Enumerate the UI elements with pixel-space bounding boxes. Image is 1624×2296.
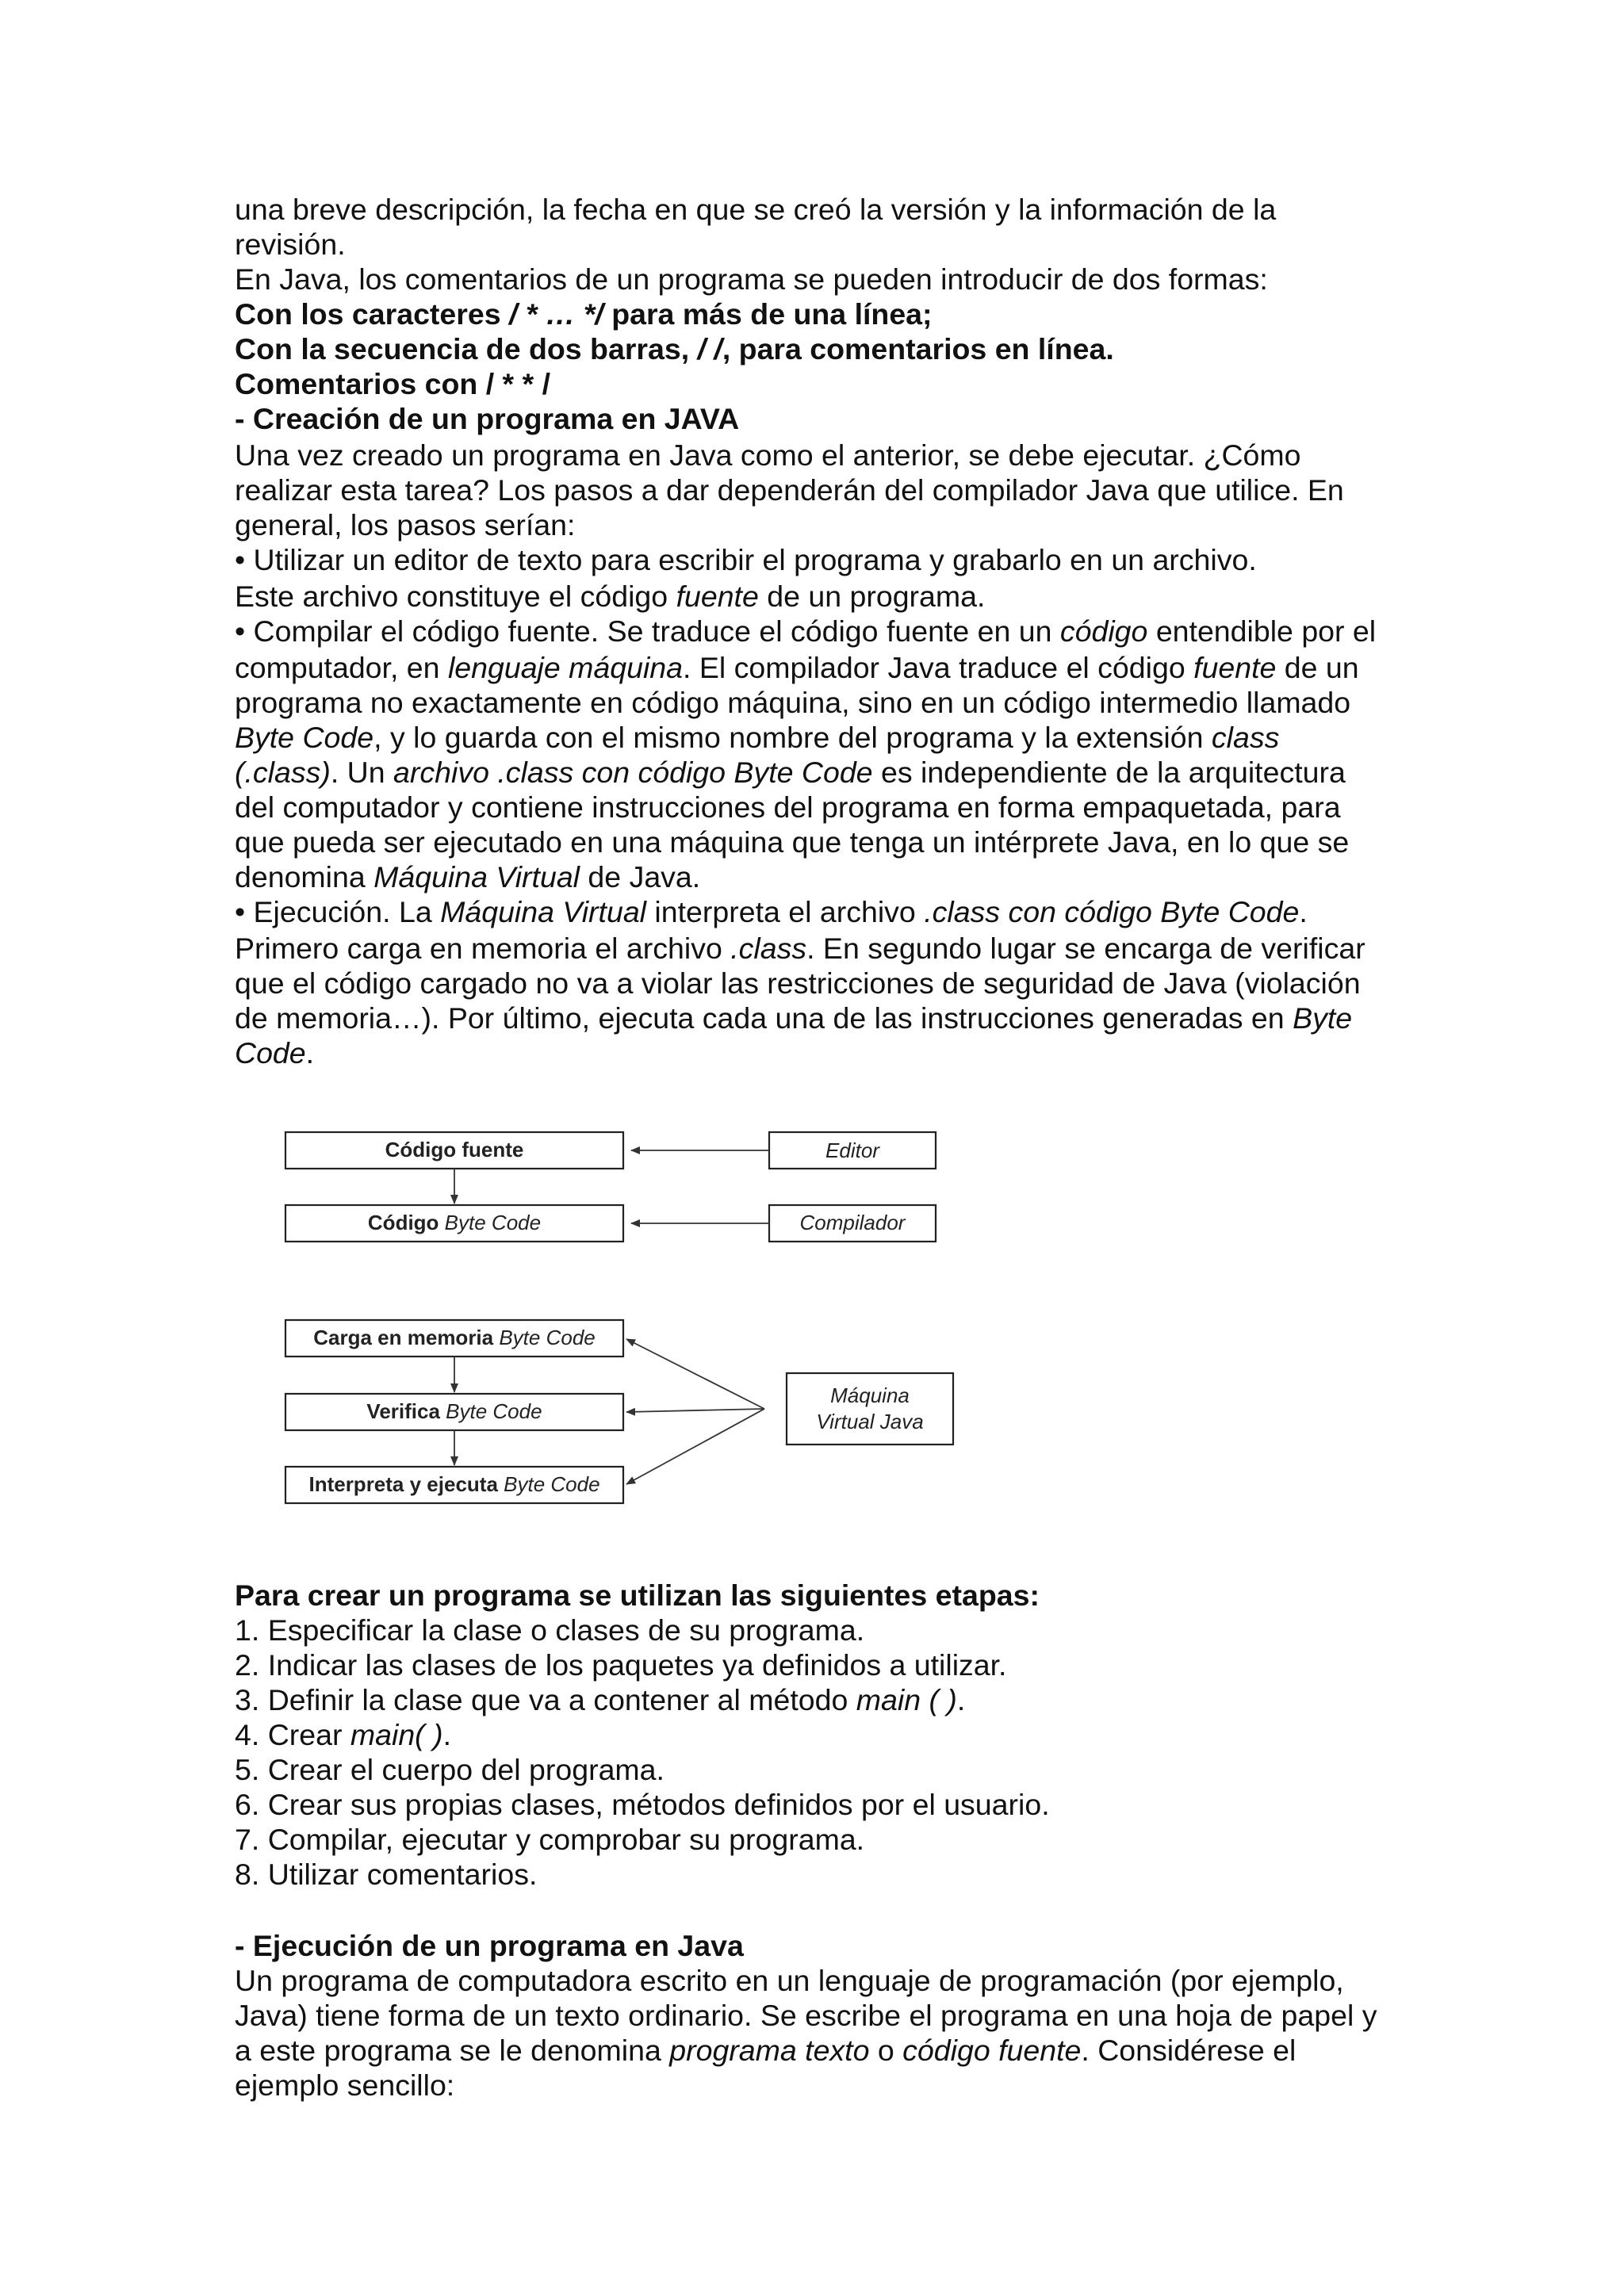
text: • Utilizar un editor de texto para escribir el programa y grabarlo en un archivo. — [235, 543, 1257, 576]
diagram-svg — [270, 1118, 983, 1530]
text-italic: main( ) — [350, 1718, 443, 1751]
list-item — [235, 1717, 1424, 1752]
text-italic: código — [1059, 614, 1148, 648]
text: . En segundo lugar se encarga de verificar — [806, 932, 1365, 965]
text: de un — [1276, 651, 1359, 684]
list-item — [235, 1682, 1424, 1717]
text: 6. Crear sus propias clases, métodos definidos por el usuario. — [235, 1788, 1050, 1821]
text-line — [235, 790, 1424, 825]
text: Para crear un programa se utilizan las siguientes etapas: — [235, 1578, 1040, 1612]
label-byte-code: Byte Code — [499, 1326, 596, 1349]
text-italic: código fuente — [902, 2034, 1082, 2067]
label-interpreta — [308, 1472, 599, 1496]
label-maquina: Máquina — [830, 1383, 910, 1407]
text-line — [235, 2033, 1424, 2068]
text-italic: (.class) — [235, 756, 331, 789]
list-item — [235, 1857, 1424, 1892]
label-verifica — [366, 1399, 542, 1423]
text-line — [235, 894, 1424, 929]
text: revisión. — [235, 228, 346, 261]
arrow-jvm-to-verifica — [626, 1409, 764, 1412]
text-line — [235, 966, 1424, 1001]
text: del computador y contiene instrucciones del programa en forma empaquetada, para — [235, 790, 1341, 824]
text-line — [235, 192, 1424, 227]
text: programa no exactamente en código máquina, sino en un código intermedio llamado — [235, 686, 1351, 719]
text: - Creación de un programa en JAVA — [235, 402, 740, 435]
list-item — [235, 1787, 1424, 1822]
text: que pueda ser ejecutado en una máquina que tenga un intérprete Java, en lo que se — [235, 825, 1350, 859]
text-italic: .class con código Byte Code — [924, 895, 1300, 928]
text: Comentarios con / * * / — [235, 367, 550, 400]
java-process-diagram — [270, 1118, 983, 1530]
text: para más de una línea; — [603, 297, 933, 331]
text-italic: Máquina Virtual — [440, 895, 647, 928]
text-line — [235, 366, 1424, 401]
label-virtual-java: Virtual Java — [816, 1410, 924, 1433]
label-codigo-byte-code — [368, 1211, 541, 1234]
text: - Ejecución de un programa en Java — [235, 1929, 744, 1962]
text: • Ejecución. La — [235, 895, 441, 928]
label-prefix: Verifica — [366, 1399, 446, 1423]
text-italic: / * … */ — [509, 297, 603, 331]
text: que el código cargado no va a violar las restricciones de seguridad de Java (violación — [235, 966, 1361, 1000]
text: entendible por el — [1147, 614, 1377, 648]
text: computador, en — [235, 651, 448, 684]
text: o — [869, 2034, 903, 2067]
list-item — [235, 1822, 1424, 1857]
label-prefix: Carga en memoria — [313, 1326, 500, 1349]
text: Una vez creado un programa en Java como el anterior, se debe ejecutar. ¿Cómo — [235, 438, 1301, 472]
text-italic: Byte Code — [235, 721, 374, 754]
label-byte-code: Byte Code — [446, 1399, 542, 1423]
text-italic: fuente — [1193, 651, 1277, 684]
text: Primero carga en memoria el archivo — [235, 932, 731, 965]
text-line — [235, 542, 1424, 577]
text-line — [235, 614, 1424, 649]
text: . — [442, 1718, 451, 1751]
text: Este archivo constituye el código — [235, 580, 676, 613]
label-compilador: Compilador — [799, 1211, 906, 1234]
text-italic: / / — [697, 332, 722, 365]
text-italic: main ( ) — [856, 1683, 957, 1716]
text: . Considérese el — [1081, 2034, 1297, 2067]
text-line — [235, 859, 1424, 894]
label-byte-code: Byte Code — [504, 1472, 600, 1496]
list-item — [235, 1613, 1424, 1647]
text-line — [235, 1001, 1424, 1035]
text-line — [235, 2068, 1424, 2103]
text: Java) tiene forma de un texto ordinario. Se escribe el programa en una hoja de papel y — [235, 1999, 1377, 2032]
text: . — [1299, 895, 1308, 928]
text-italic: lenguaje máquina — [447, 651, 684, 684]
label-carga-memoria — [313, 1326, 596, 1349]
arrow-jvm-to-carga — [626, 1339, 764, 1409]
text: , y lo guarda con el mismo nombre del programa y la extensión — [373, 721, 1212, 754]
text-line — [235, 931, 1424, 966]
text: 4. Crear — [235, 1718, 350, 1751]
text: interpreta el archivo — [646, 895, 925, 928]
label-prefix: Interpreta y ejecuta — [308, 1472, 504, 1496]
list-item — [235, 1647, 1424, 1682]
text: Con la secuencia de dos barras, — [235, 332, 698, 365]
text-italic: fuente — [676, 580, 759, 613]
label-byte-code: Byte Code — [444, 1211, 542, 1234]
text-line — [235, 1998, 1424, 2033]
text: realizar esta tarea? Los pasos a dar dependerán del compilador Java que utilice. En — [235, 473, 1344, 507]
text: 8. Utilizar comentarios. — [235, 1858, 538, 1891]
text: . — [305, 1036, 315, 1070]
text: de Java. — [580, 860, 701, 894]
text-italic: Byte — [1293, 1001, 1353, 1035]
text: general, los pasos serían: — [235, 508, 576, 541]
section-heading — [235, 1928, 1424, 1963]
section-heading — [235, 401, 1424, 436]
label-codigo-fuente: Código fuente — [385, 1138, 524, 1161]
text-italic: class — [1211, 721, 1280, 754]
text-italic: Code — [235, 1036, 306, 1070]
text: 2. Indicar las clases de los paquetes ya definidos a utilizar. — [235, 1648, 1007, 1682]
text: 3. Definir la clase que va a contener al método — [235, 1683, 856, 1716]
text-line — [235, 579, 1424, 614]
text-line — [235, 438, 1424, 473]
text: 7. Compilar, ejecutar y comprobar su programa. — [235, 1823, 865, 1856]
text-line — [235, 825, 1424, 859]
text-italic: .class — [730, 932, 807, 965]
text: de un programa. — [758, 580, 986, 613]
text-italic: programa texto — [669, 2034, 870, 2067]
list-item — [235, 1752, 1424, 1787]
text: Un programa de computadora escrito en un lenguaje de programación (por ejemplo, — [235, 1964, 1344, 1997]
text: • Compilar el código fuente. Se traduce el código fuente en un — [235, 614, 1060, 648]
arrow-jvm-to-interpreta — [626, 1409, 764, 1484]
text-italic: Máquina Virtual — [373, 860, 580, 894]
text: 5. Crear el cuerpo del programa. — [235, 1753, 665, 1786]
label-editor: Editor — [825, 1138, 879, 1162]
text: , para comentarios en línea. — [722, 332, 1114, 365]
text: una breve descripción, la fecha en que se creó la versión y la información de la — [235, 193, 1277, 226]
text-line — [235, 331, 1424, 366]
text-line — [235, 473, 1424, 507]
text-line — [235, 1035, 1424, 1070]
text-line — [235, 297, 1424, 331]
text: ejemplo sencillo: — [235, 2068, 455, 2102]
text-italic: archivo .class con código Byte Code — [393, 756, 873, 789]
text: es independiente de la arquitectura — [872, 756, 1346, 789]
text: de memoria…). Por último, ejecuta cada una de las instrucciones generadas en — [235, 1001, 1293, 1035]
text: denomina — [235, 860, 374, 894]
text-line — [235, 227, 1424, 262]
text-line — [235, 720, 1424, 755]
text: . El compilador Java traduce el código — [683, 651, 1194, 684]
text: 1. Especificar la clase o clases de su programa. — [235, 1613, 865, 1647]
text: a este programa se le denomina — [235, 2034, 670, 2067]
text: . — [956, 1683, 966, 1716]
text-line — [235, 262, 1424, 297]
text-line — [235, 755, 1424, 790]
text-line — [235, 650, 1424, 685]
text: . Un — [330, 756, 394, 789]
label-prefix: Código — [367, 1211, 445, 1234]
text: En Java, los comentarios de un programa se pueden introducir de dos formas: — [235, 262, 1268, 296]
text-line — [235, 685, 1424, 720]
text-line — [235, 507, 1424, 542]
section-heading — [235, 1578, 1424, 1613]
text: Con los caracteres — [235, 297, 509, 331]
text-line — [235, 1963, 1424, 1998]
